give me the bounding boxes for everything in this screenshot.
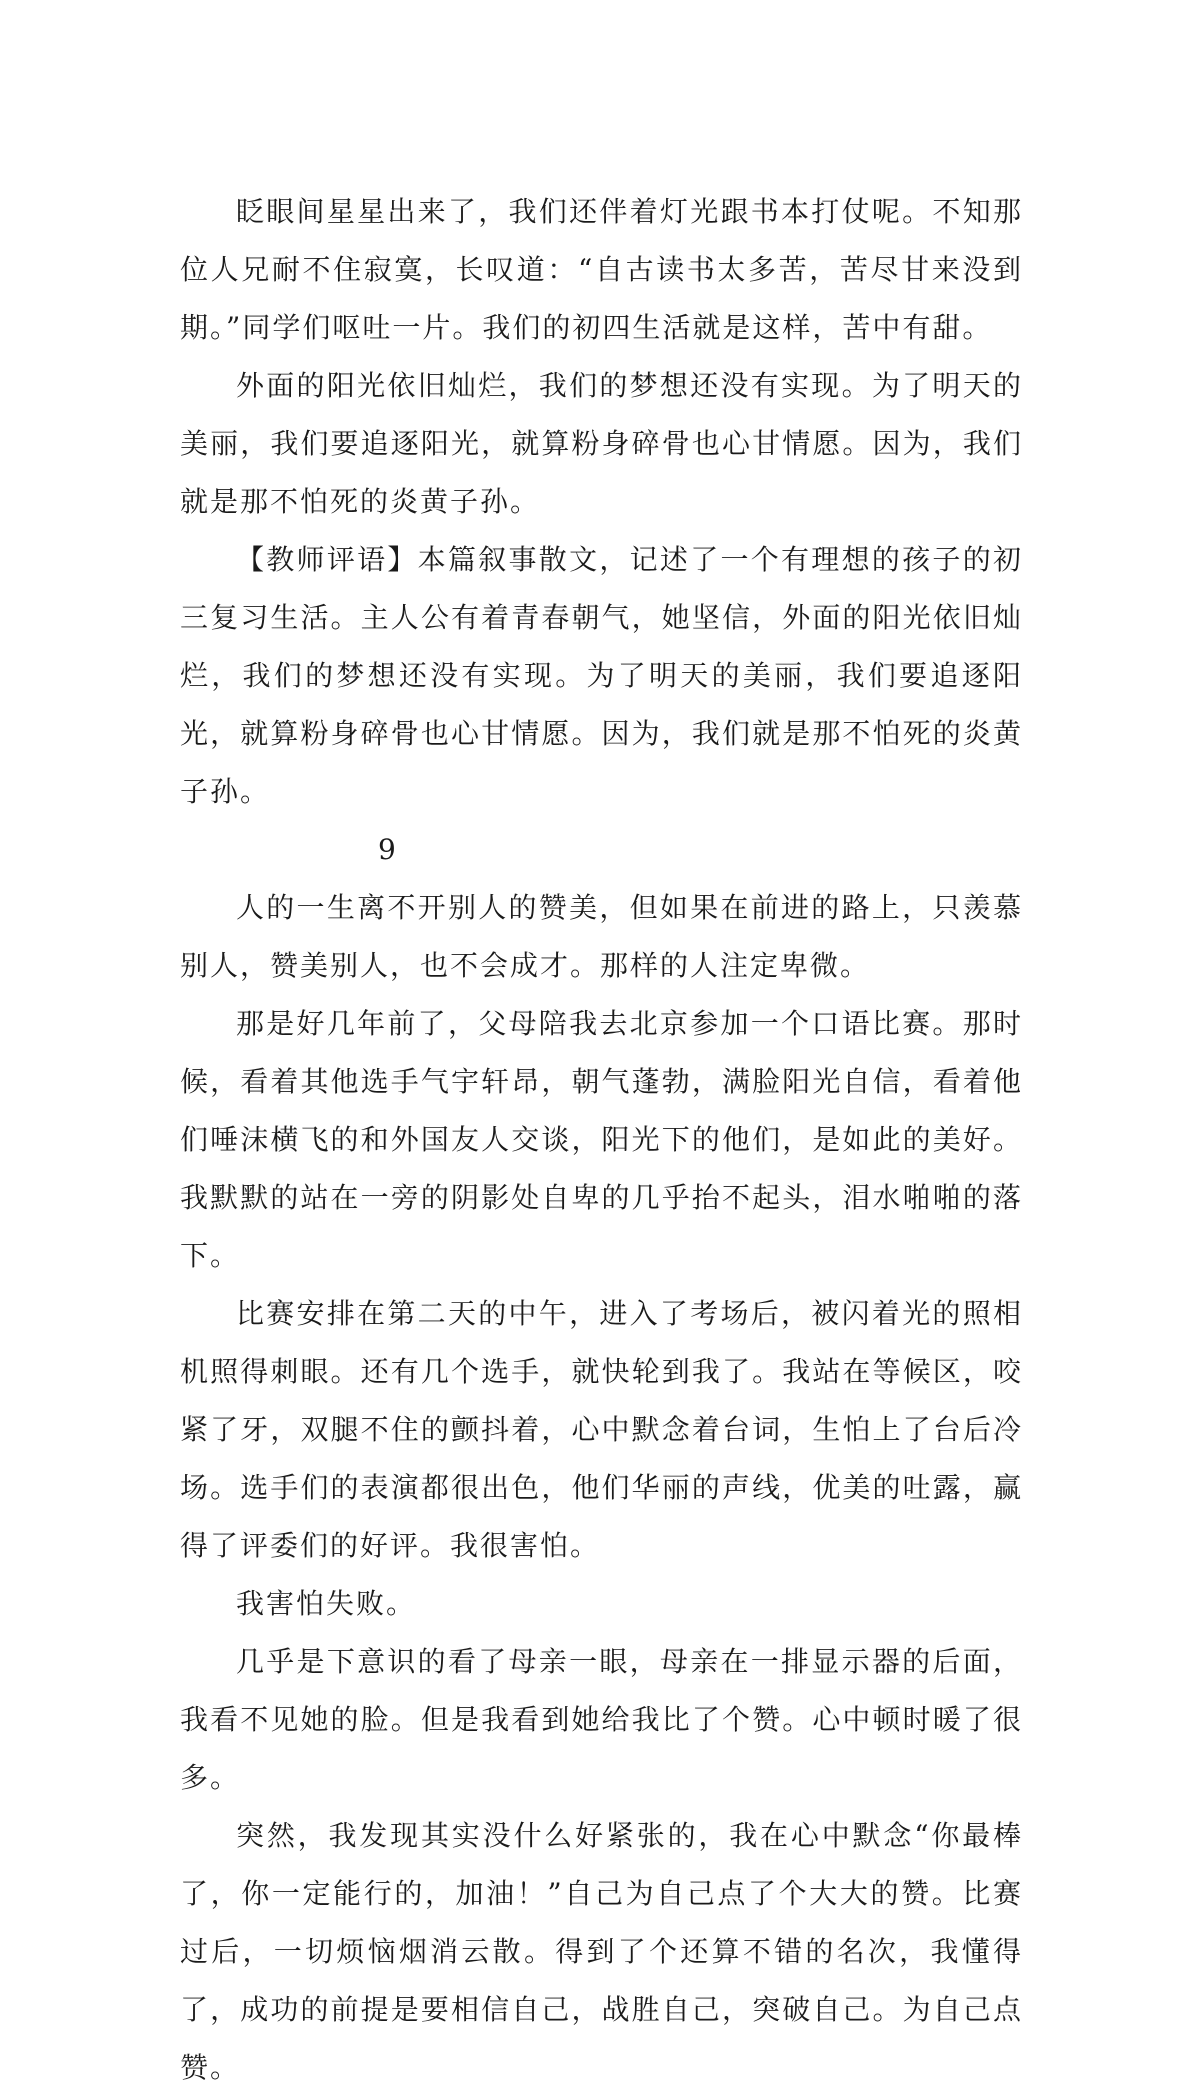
paragraph-sunshine: 外面的阳光依旧灿烂，我们的梦想还没有实现。为了明天的美丽，我们要追逐阳光，就算粉身碎骨也心甘情愿。因为，我们就是那不怕死的炎黄子孙。: [180, 369, 1023, 518]
body-text: [180, 183, 1023, 2097]
section-number: 9: [378, 833, 398, 866]
paragraph-fear: 我害怕失败。: [236, 1587, 417, 1620]
paragraph-praise-intro: 人的一生离不开别人的赞美，但如果在前进的路上，只羡慕别人，赞美别人，也不会成才。那样的人注定卑微。: [180, 891, 1023, 982]
paragraph-self-praise: 突然，我发现其实没什么好紧张的，我在心中默念“你最棒了，你一定能行的，加油！”自己为自己点了个大大的赞。比赛过后，一切烦恼烟消云散。得到了个还算不错的名次，我懂得了，成功的前提是要相信自己，战胜自己，突破自己。为自己点赞。: [180, 1819, 1023, 2084]
paragraph-teacher-comment: 【教师评语】本篇叙事散文，记述了一个有理想的孩子的初三复习生活。主人公有着青春朝气，她坚信，外面的阳光依旧灿烂，我们的梦想还没有实现。为了明天的美丽，我们要追逐阳光，就算粉身碎骨也心甘情愿。因为，我们就是那不怕死的炎黄子孙。: [180, 543, 1023, 808]
paragraph-mother: 几乎是下意识的看了母亲一眼，母亲在一排显示器的后面，我看不见她的脸。但是我看到她给我比了个赞。心中顿时暖了很多。: [180, 1645, 1023, 1794]
paragraph-stargazing: 眨眼间星星出来了，我们还伴着灯光跟书本打仗呢。不知那位人兄耐不住寂寞，长叹道：“自古读书太多苦，苦尽甘来没到期。”同学们呕吐一片。我们的初四生活就是这样，苦中有甜。: [180, 195, 1023, 344]
paragraph-beijing-contest: 那是好几年前了，父母陪我去北京参加一个口语比赛。那时候，看着其他选手气宇轩昂，朝气蓬勃，满脸阳光自信，看着他们唾沫横飞的和外国友人交谈，阳光下的他们，是如此的美好。我默默的站在一旁的阴影处自卑的几乎抬不起头，泪水啪啪的落下。: [180, 1007, 1023, 1272]
paragraph-contest-day: 比赛安排在第二天的中午，进入了考场后，被闪着光的照相机照得刺眼。还有几个选手，就快轮到我了。我站在等候区，咬紧了牙，双腿不住的颤抖着，心中默念着台词，生怕上了台后冷场。选手们的表演都很出色，他们华丽的声线，优美的吐露，赢得了评委们的好评。我很害怕。: [180, 1297, 1023, 1562]
